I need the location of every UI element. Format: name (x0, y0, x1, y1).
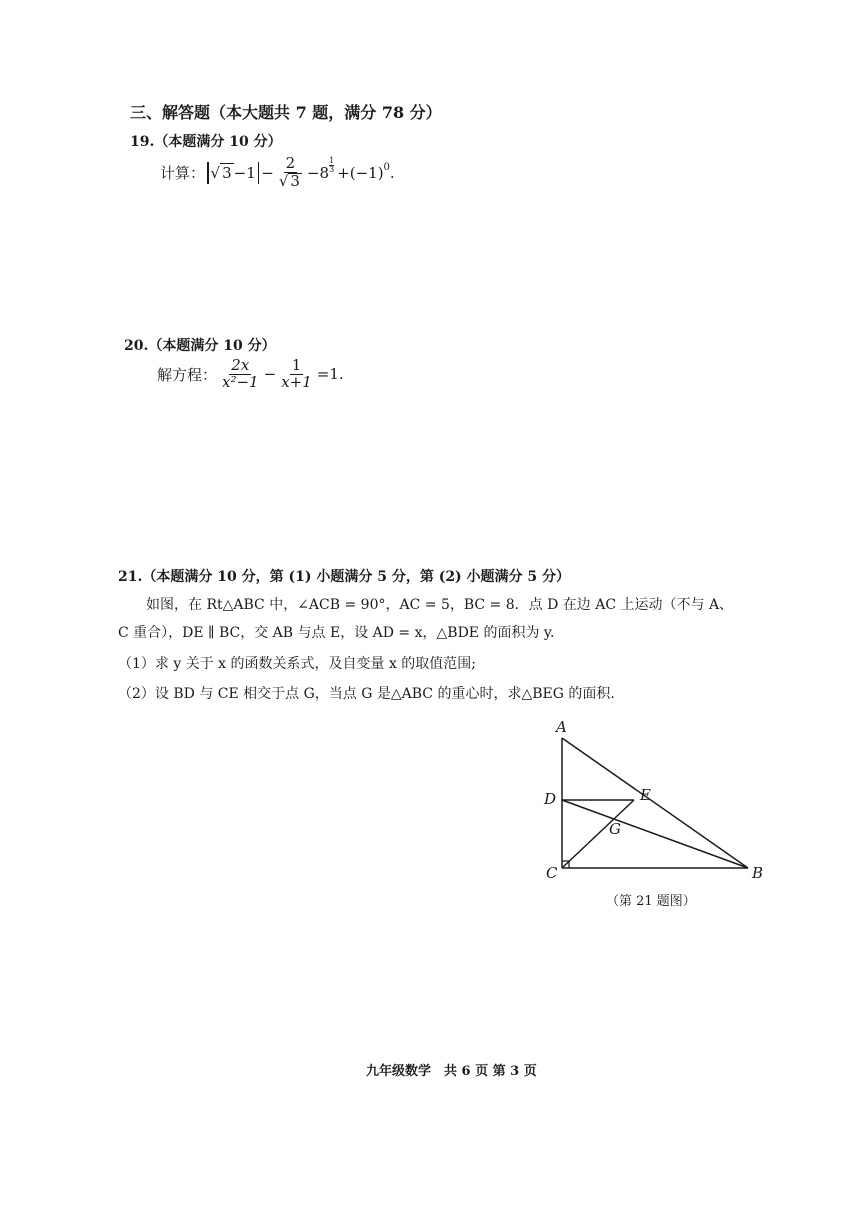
section-heading: 三、解答题（本大题共 7 题，满分 78 分） (130, 103, 442, 122)
q20-rhs: =1 (316, 365, 339, 384)
q19-expression (160, 156, 395, 190)
q21-line-1: 如图，在 Rt△ABC 中，∠ACB = 90°，AC = 5，BC = 8．点 D 在边 AC 上运动（不与 A、 (146, 597, 734, 613)
q19-exp-den: 3 (329, 165, 335, 175)
q19-number: 19. (130, 134, 155, 150)
q20-f1-num: 2x (231, 356, 250, 374)
q19-prompt: 计算： (160, 164, 206, 183)
q19-sqrt-arg: 3 (222, 164, 232, 183)
q20-points: （本题满分 10 分） (148, 338, 276, 354)
q20-f2-num: 1 (291, 356, 302, 374)
q20-fraction-2 (279, 358, 314, 391)
q21-header (118, 566, 570, 586)
q19-points: （本题满分 10 分） (154, 134, 282, 150)
label-a: A (556, 720, 567, 736)
sqrt-sign: √ (210, 163, 221, 182)
segment-ab (562, 738, 748, 868)
q19-minus-eight: −8 (306, 163, 330, 182)
q19-minus-one: −1 (233, 163, 256, 182)
triangle-figure (530, 720, 780, 890)
label-g: G (609, 820, 621, 838)
segment-bd (562, 800, 748, 868)
q19-tail: +(−1) (337, 163, 384, 182)
q20-header (124, 335, 276, 355)
label-d: D (544, 790, 557, 808)
q19-tail-exp: 0 (383, 162, 390, 174)
q19-minus: − (261, 163, 274, 182)
page-footer: 九年级数学 共 6 页 第 3 页 (366, 1064, 537, 1079)
q21-part-1: （1）求 y 关于 x 的函数关系式，及自变量 x 的取值范围; (118, 656, 477, 672)
q20-period: . (338, 365, 344, 384)
q20-number: 20. (124, 338, 149, 354)
q19-fraction (277, 156, 304, 190)
q19-period: . (389, 163, 395, 182)
q20-prompt: 解方程： (157, 365, 218, 384)
abs-bar-right (258, 162, 260, 184)
q21-line-2: C 重合），DE ∥ BC，交 AB 与点 E，设 AD = x，△BDE 的面积为 y. (118, 625, 555, 641)
label-e: E (640, 786, 651, 804)
q20-f2-den: x+1 (281, 372, 312, 391)
q19-header (130, 131, 282, 151)
q20-f1-den: x²−1 (222, 372, 259, 391)
q19-exp-num: 1 (329, 156, 335, 166)
segment-ce (562, 800, 634, 868)
label-c: C (546, 864, 558, 882)
q20-minus: − (263, 365, 277, 384)
q19-frac-num: 2 (285, 154, 296, 172)
q21-points: （本题满分 10 分，第 (1) 小题满分 5 分，第 (2) 小题满分 5 分） (142, 569, 571, 585)
q20-fraction-1 (220, 358, 261, 391)
q21-part-2: （2）设 BD 与 CE 相交于点 G，当点 G 是△ABC 的重心时，求△BEG 的面积. (118, 686, 615, 702)
q19-exponent (329, 157, 334, 174)
label-b: B (752, 864, 764, 882)
q21-number: 21. (118, 569, 143, 585)
q20-equation (157, 358, 344, 391)
figure-caption: （第 21 题图） (606, 894, 696, 909)
q19-frac-den-arg: 3 (290, 171, 300, 190)
q19-frac-den: √ 3 (278, 171, 300, 190)
abs-bar-left (207, 162, 209, 184)
